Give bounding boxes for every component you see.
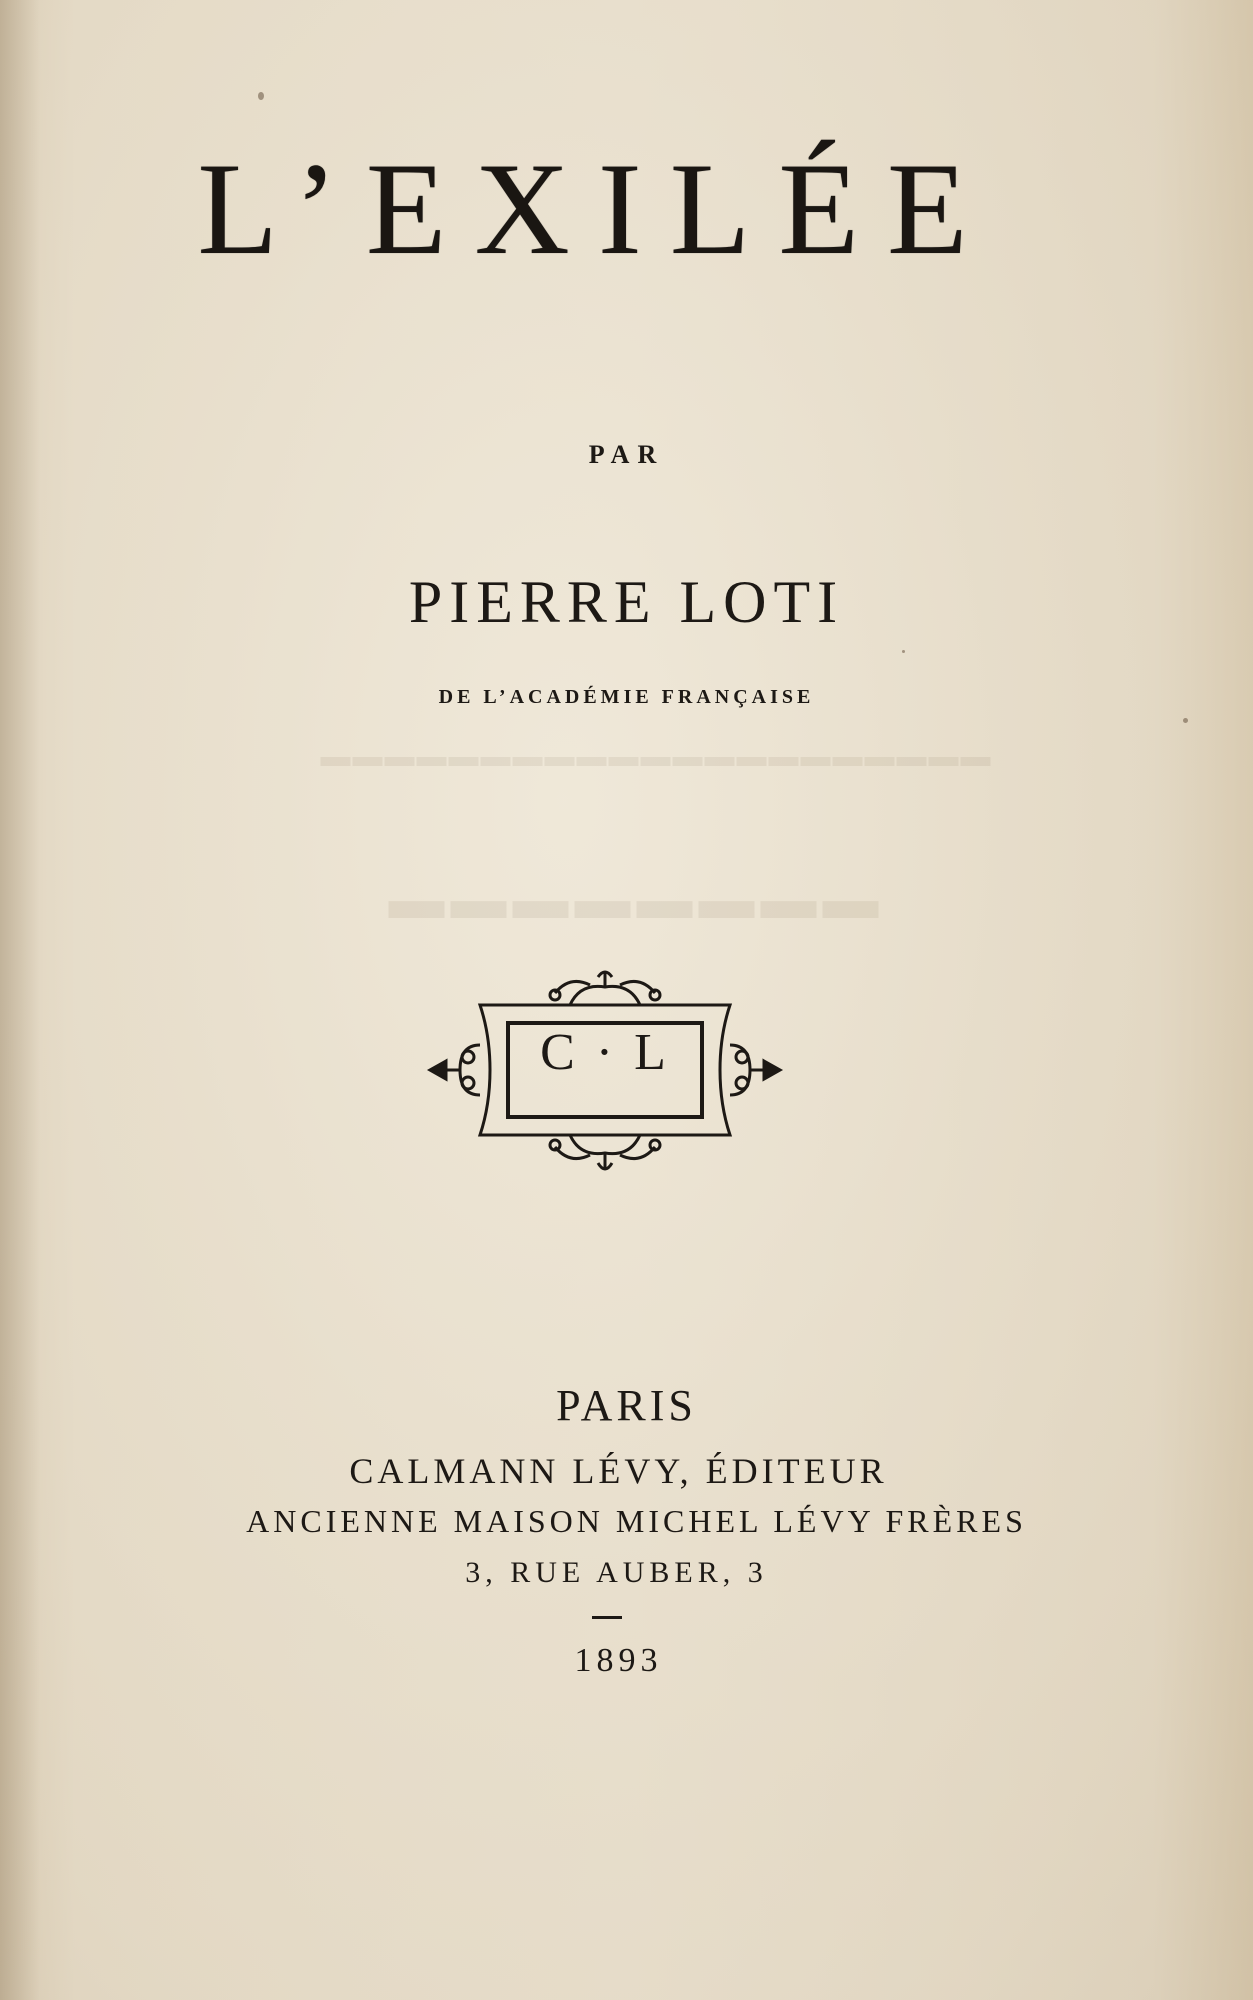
paper-speck (258, 92, 264, 100)
page-shadow (0, 0, 40, 2000)
paper-speck (1183, 718, 1188, 723)
author-affiliation: DE L’ACADÉMIE FRANÇAISE (438, 686, 815, 708)
byline: PAR (588, 440, 665, 469)
paper-speck (902, 650, 905, 653)
imprint-city: PARIS (556, 1381, 697, 1430)
imprint-address: 3, RUE AUBER, 3 (465, 1556, 768, 1589)
bleed-through: ▬▬▬▬▬▬▬▬ (388, 869, 885, 931)
imprint-house: ANCIENNE MAISON MICHEL LÉVY FRÈRES (246, 1503, 1027, 1539)
book-title: L’EXILÉE (197, 135, 996, 282)
imprint-year: 1893 (574, 1642, 663, 1679)
bleed-through: ▬▬▬▬▬▬▬▬▬▬▬▬▬▬▬▬▬▬▬▬▬ (320, 740, 993, 773)
divider-rule (592, 1616, 622, 1619)
imprint-publisher: CALMANN LÉVY, ÉDITEUR (349, 1451, 888, 1491)
monogram: C · L (540, 1024, 670, 1081)
author-name: PIERRE LOTI (408, 569, 845, 635)
publisher-emblem (420, 965, 790, 1175)
